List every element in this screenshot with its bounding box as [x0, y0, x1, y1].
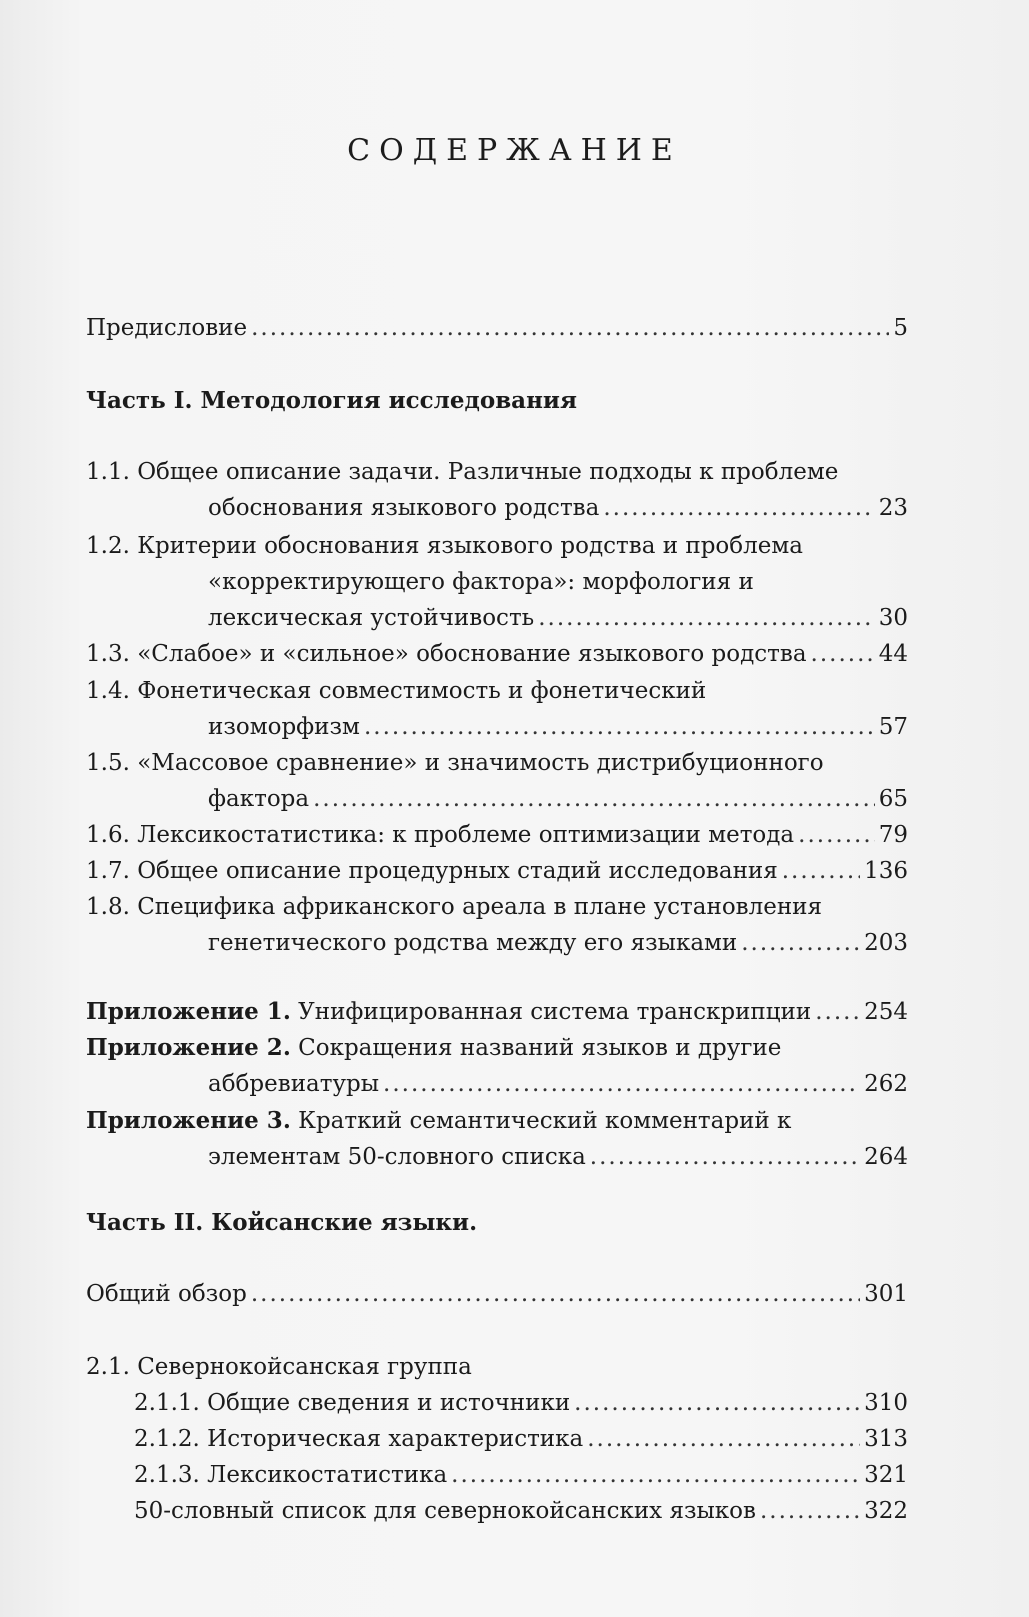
toc-entry-1-4-cont[interactable] — [208, 709, 908, 745]
toc-entry-text: 1.7. Общее описание процедурных стадий исследования — [86, 858, 778, 884]
toc-entry-2-1-list[interactable] — [134, 1493, 908, 1529]
toc-page-number: 264 — [864, 1144, 908, 1170]
toc-entry-text: 1.4. Фонетическая совместимость и фонетический — [86, 678, 707, 704]
toc-part-2-heading[interactable] — [86, 1205, 908, 1241]
toc-page-number: 310 — [864, 1390, 908, 1416]
toc-appendix-2-cont[interactable] — [208, 1066, 908, 1102]
toc-page-number: 262 — [864, 1071, 908, 1097]
toc-entry-text: элементам 50-словного списка — [208, 1144, 586, 1170]
toc-entry-text: 1.6. Лексикостатистика: к проблеме оптимизации метода — [86, 822, 795, 848]
appendix-label: Приложение 2. — [86, 1034, 291, 1061]
dot-leader — [798, 817, 875, 853]
toc-entry-text: Часть II. Койсанские языки. — [86, 1209, 478, 1236]
toc-page-number: 313 — [864, 1426, 908, 1452]
toc-entry-text: изоморфизм — [208, 714, 360, 740]
toc-entry-text: 2.1.2. Историческая характеристика — [134, 1426, 584, 1452]
toc-page-number: 57 — [878, 714, 908, 740]
dot-leader — [590, 1139, 860, 1175]
toc-page-number: 254 — [864, 999, 908, 1025]
toc-entry-2-1-1[interactable] — [134, 1385, 908, 1421]
toc-entry-text-wrap — [86, 1103, 791, 1139]
toc-entry-text: 2.1. Севернокойсанская группа — [86, 1354, 472, 1380]
toc-appendix-3-cont[interactable] — [208, 1139, 908, 1175]
toc-entry-text: 2.1.3. Лексикостатистика — [134, 1462, 448, 1488]
toc-entry-text: «корректирующего фактора»: морфология и — [208, 569, 754, 595]
toc-appendix-2[interactable] — [86, 1030, 908, 1066]
toc-page-number: 322 — [864, 1498, 908, 1524]
toc-entry-text: Предисловие — [86, 315, 248, 341]
toc-page-number: 30 — [878, 605, 908, 631]
toc-entry-text: Унифицированная система транскрипции — [298, 999, 812, 1025]
toc-entry-text: Общий обзор — [86, 1281, 247, 1307]
toc-entry-2-1[interactable] — [86, 1349, 908, 1385]
toc-page-number: 136 — [864, 858, 908, 884]
toc-entry-1-8[interactable] — [86, 889, 908, 925]
dot-leader — [811, 636, 875, 672]
appendix-label: Приложение 1. — [86, 998, 291, 1025]
dot-leader — [574, 1385, 860, 1421]
toc-entry-1-5[interactable] — [86, 745, 908, 781]
dot-leader — [603, 490, 874, 526]
toc-page-number: 79 — [878, 822, 908, 848]
toc-entry-1-1[interactable] — [86, 454, 908, 490]
toc-entry-text-wrap — [86, 1030, 781, 1066]
toc-entry-2-1-3[interactable] — [134, 1457, 908, 1493]
toc-page-number: 203 — [864, 930, 908, 956]
toc-page-number: 23 — [878, 495, 908, 521]
toc-entry-1-5-cont[interactable] — [208, 781, 908, 817]
toc-entry-preface[interactable] — [86, 310, 908, 346]
dot-leader — [538, 600, 875, 636]
dot-leader — [251, 1276, 860, 1312]
dot-leader — [364, 709, 875, 745]
toc-entry-text: Сокращения названий языков и другие — [298, 1035, 782, 1061]
toc-page-number: 44 — [878, 641, 908, 667]
dot-leader — [587, 1421, 860, 1457]
toc-entry-1-7[interactable] — [86, 853, 908, 889]
toc-part-1-heading[interactable] — [86, 383, 908, 419]
dot-leader — [251, 310, 889, 346]
toc-entry-text: 1.8. Специфика африканского ареала в плане установления — [86, 894, 823, 920]
toc-entry-overview[interactable] — [86, 1276, 908, 1312]
toc-entry-text: 1.5. «Массовое сравнение» и значимость дистрибуционного — [86, 750, 824, 776]
toc-page-number: 65 — [878, 786, 908, 812]
toc-page-number: 5 — [893, 315, 908, 341]
toc-entry-text: лексическая устойчивость — [208, 605, 535, 631]
toc-entry-1-4[interactable] — [86, 673, 908, 709]
dot-leader — [741, 925, 860, 961]
toc-appendix-1[interactable] — [86, 994, 908, 1030]
dot-leader — [313, 781, 875, 817]
toc-entry-text: фактора — [208, 786, 310, 812]
toc-entry-2-1-2[interactable] — [134, 1421, 908, 1457]
toc-page-number: 301 — [864, 1281, 908, 1307]
toc-entry-1-1-cont[interactable] — [208, 490, 908, 526]
toc-entry-text: 2.1.1. Общие сведения и источники — [134, 1390, 571, 1416]
toc-entry-1-2[interactable] — [86, 528, 908, 564]
toc-entry-text-wrap — [86, 994, 811, 1030]
toc-entry-text: Часть I. Методология исследования — [86, 387, 577, 414]
dot-leader — [782, 853, 860, 889]
dot-leader — [760, 1493, 860, 1529]
page-title: СОДЕРЖАНИЕ — [347, 133, 682, 168]
toc-entry-text: генетического родства между его языками — [208, 930, 738, 956]
toc-entry-text: обоснования языкового родства — [208, 495, 600, 521]
appendix-label: Приложение 3. — [86, 1107, 291, 1134]
toc-entry-text: 1.1. Общее описание задачи. Различные подходы к проблеме — [86, 459, 839, 485]
dot-leader — [451, 1457, 860, 1493]
toc-entry-1-2-cont-2[interactable] — [208, 600, 908, 636]
toc-entry-text: 1.3. «Слабое» и «сильное» обоснование языкового родства — [86, 641, 807, 667]
toc-page-number: 321 — [864, 1462, 908, 1488]
dot-leader — [815, 994, 860, 1030]
toc-entry-1-2-cont[interactable] — [208, 564, 908, 600]
dot-leader — [383, 1066, 860, 1102]
toc-entry-text: аббревиатуры — [208, 1071, 380, 1097]
toc-entry-text: 50-словный список для севернокойсанских языков — [134, 1498, 756, 1524]
toc-entry-1-8-cont[interactable] — [208, 925, 908, 961]
toc-appendix-3[interactable] — [86, 1103, 908, 1139]
toc-entry-text: 1.2. Критерии обоснования языкового родства и проблема — [86, 533, 803, 559]
toc-entry-1-6[interactable] — [86, 817, 908, 853]
toc-entry-text: Краткий семантический комментарий к — [298, 1108, 792, 1134]
toc-entry-1-3[interactable] — [86, 636, 908, 672]
